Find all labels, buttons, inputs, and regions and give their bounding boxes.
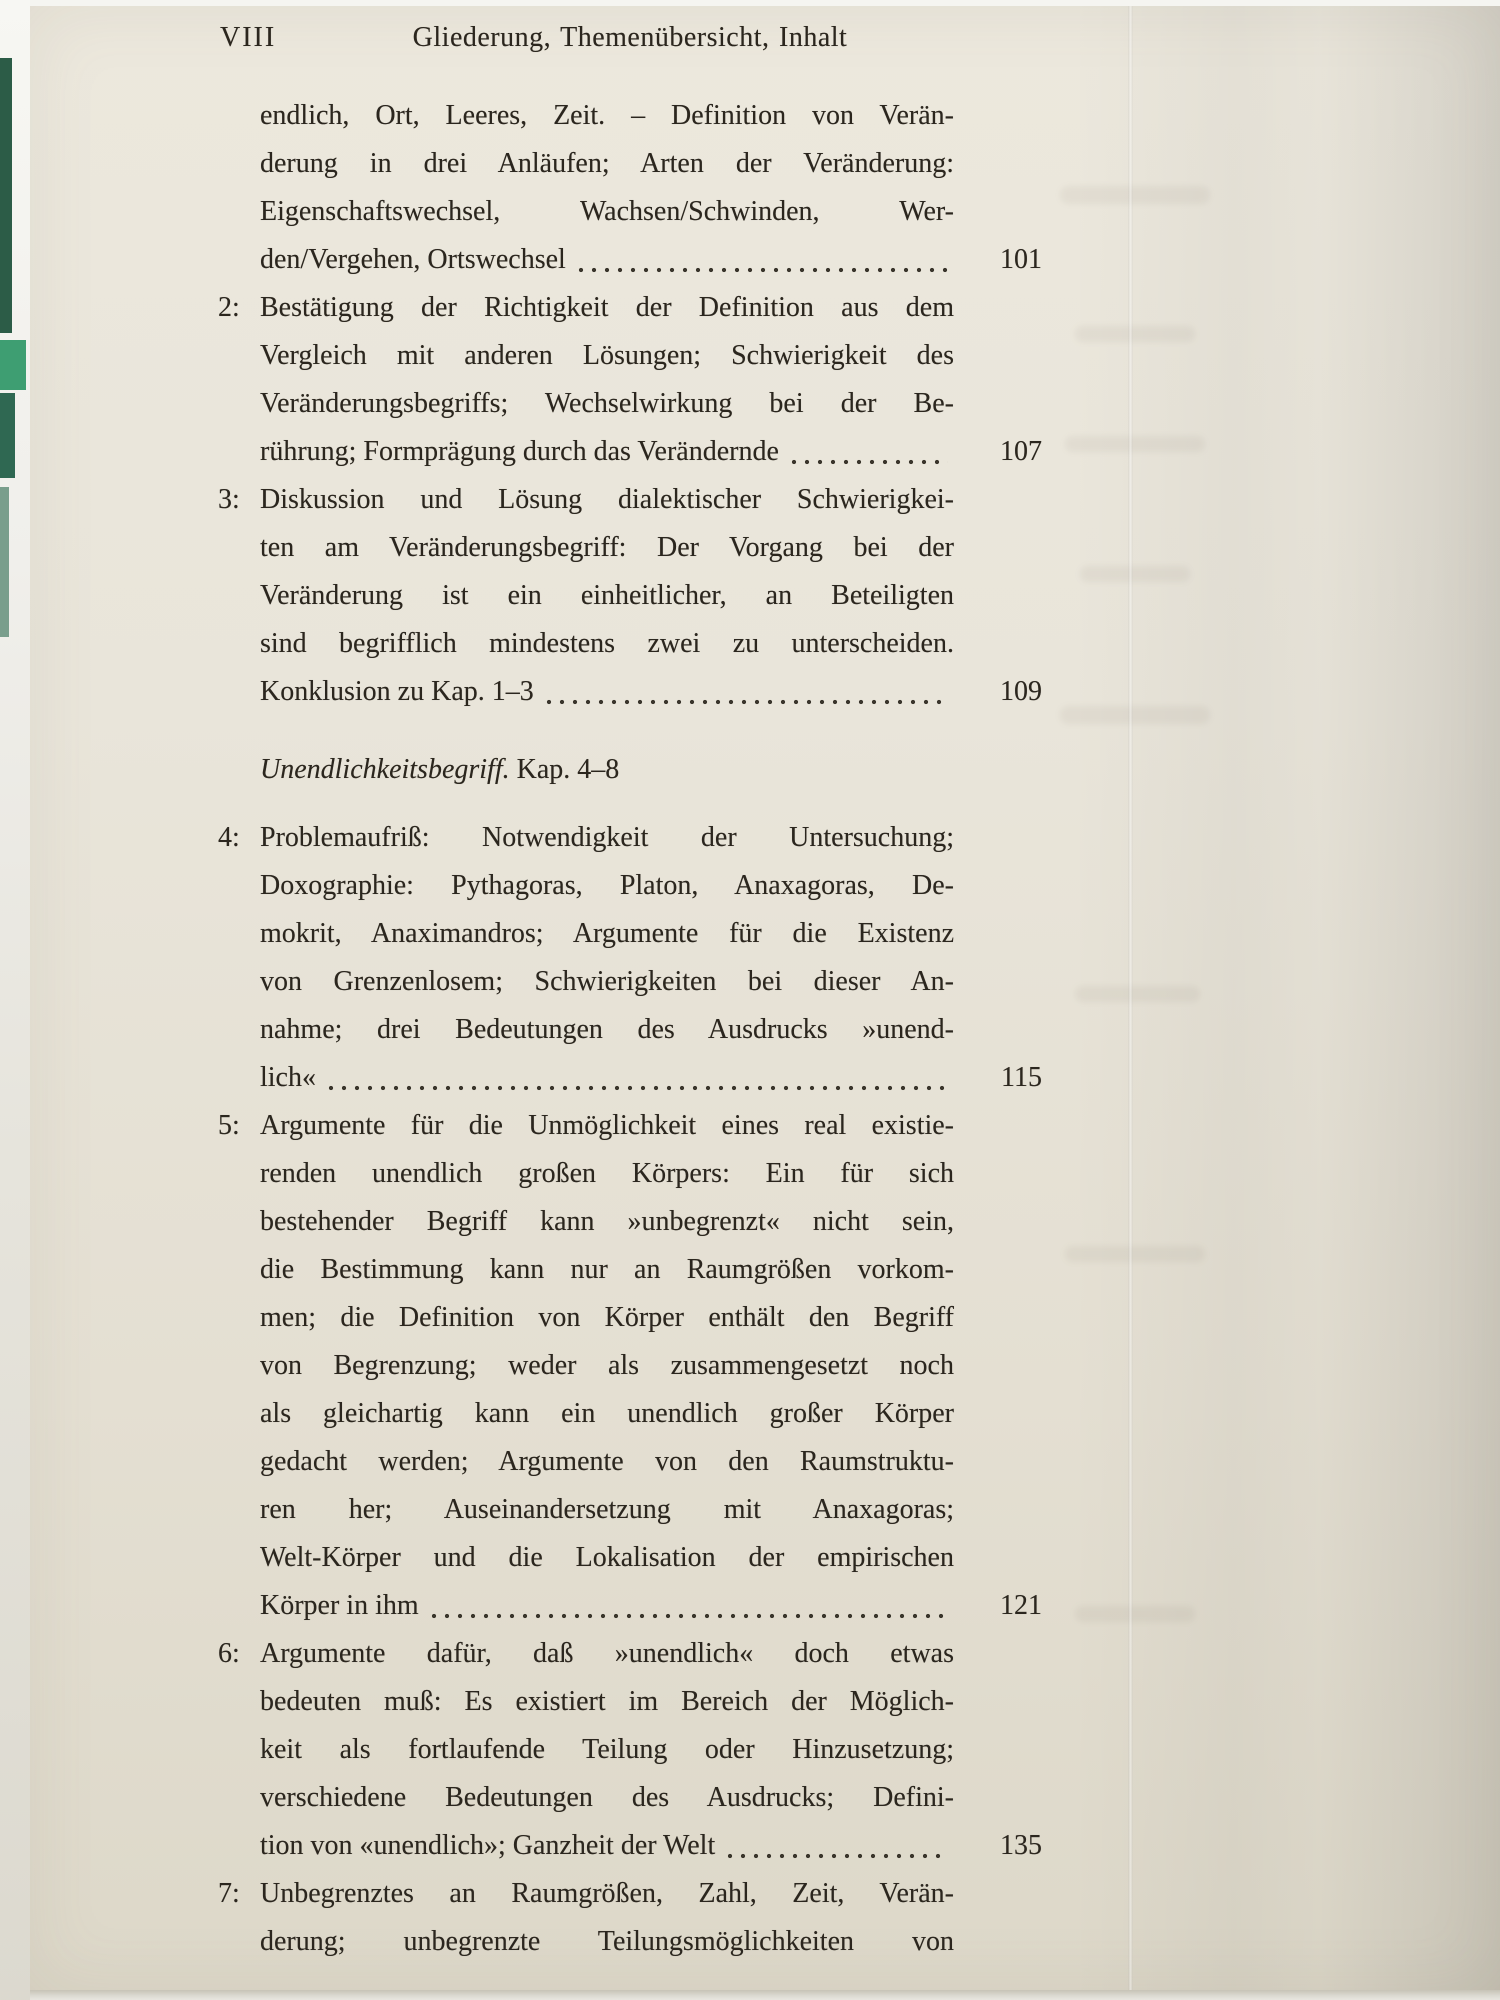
entry-line: bedeuten muß: Es existiert im Bereich der Möglich- [260, 1686, 954, 1717]
entry-line: sind begrifflich mindestens zwei zu unterscheiden. [260, 628, 954, 659]
entry-number [218, 92, 260, 284]
entry-line: gedacht werden; Argumente von den Raumstruktu- [260, 1446, 954, 1477]
section-heading-italic: Unendlichkeitsbegriff. [260, 754, 510, 785]
entry-leader-line [260, 1822, 1042, 1870]
show-through-mark [1065, 1246, 1205, 1262]
entry-leader-line [260, 236, 1042, 284]
leader-dots [578, 267, 948, 273]
entry-line: Veränderungsbegriffs; Wechselwirkung bei der Be- [260, 388, 954, 419]
entry-line: bestehender Begriff kann »unbegrenzt« nicht sein, [260, 1206, 954, 1237]
underlying-book-cover-strip [0, 487, 9, 637]
leader-dots [328, 1085, 948, 1091]
page-bottom-edge [30, 1990, 1500, 2000]
entry-body [260, 1870, 1042, 1966]
show-through-mark [1060, 706, 1210, 724]
underlying-book-cover-strip [0, 58, 12, 333]
entry-line: von Begrenzung; weder als zusammengesetzt noch [260, 1350, 954, 1381]
leader-dots [791, 459, 948, 465]
entry-line: verschiedene Bedeutungen des Ausdrucks; Defini- [260, 1782, 954, 1813]
page-gutter-shadow [1070, 6, 1500, 1990]
running-header-row [218, 14, 1042, 62]
toc-entry [218, 92, 1042, 284]
entry-line: men; die Definition von Körper enthält den Begriff [260, 1302, 954, 1333]
folio-number: VIII [220, 22, 277, 53]
toc-entry [218, 284, 1042, 476]
entry-line: derung in drei Anläufen; Arten der Veränderung: [260, 148, 954, 179]
entry-page-number: 109 [1000, 676, 1042, 707]
entry-line: Diskussion und Lösung dialektischer Schwierigkei- [260, 484, 954, 515]
entry-line: lich« [260, 1062, 316, 1093]
entry-page-number: 107 [1000, 436, 1042, 467]
page-paper [30, 6, 1500, 1990]
entry-line: rührung; Formprägung durch das Verändernde [260, 436, 779, 467]
entry-line: nahme; drei Bedeutungen des Ausdrucks »unend- [260, 1014, 954, 1045]
show-through-mark [1075, 326, 1195, 342]
toc-entry [218, 476, 1042, 716]
entry-line: Problemaufriß: Notwendigkeit der Untersuchung; [260, 822, 954, 853]
book-left-edge [0, 0, 30, 2000]
leader-dots [546, 699, 948, 705]
entry-line: ren her; Auseinandersetzung mit Anaxagoras; [260, 1494, 954, 1525]
entry-line: renden unendlich großen Körpers: Ein für sich [260, 1158, 954, 1189]
entry-page-number: 101 [1000, 244, 1042, 275]
entry-leader-line [260, 668, 1042, 716]
show-through-mark [1060, 186, 1210, 204]
show-through-mark [1065, 436, 1205, 452]
entry-body [260, 476, 1042, 716]
entry-number: 3: [218, 484, 240, 515]
page-content [218, 14, 1042, 1966]
entry-body [260, 814, 1042, 1102]
entry-line: Welt-Körper und die Lokalisation der empirischen [260, 1542, 954, 1573]
entry-body [260, 1102, 1042, 1630]
entry-number: 5: [218, 1110, 240, 1141]
entry-line: von Grenzenlosem; Schwierigkeiten bei dieser An- [260, 966, 954, 997]
entry-line: endlich, Ort, Leeres, Zeit. – Definition von Verän- [260, 100, 954, 131]
entry-line: mokrit, Anaximandros; Argumente für die Existenz [260, 918, 954, 949]
underlying-book-cover-strip [0, 340, 26, 390]
entry-body [260, 1630, 1042, 1870]
entry-line: als gleichartig kann ein unendlich großer Körper [260, 1398, 954, 1429]
entry-line: Bestätigung der Richtigkeit der Definition aus dem [260, 292, 954, 323]
section-heading [260, 746, 1042, 794]
entry-leader-line [260, 428, 1042, 476]
entry-page-number: 135 [1000, 1830, 1042, 1861]
entry-line: Argumente für die Unmöglichkeit eines real existie- [260, 1110, 954, 1141]
entry-line: den/Vergehen, Ortswechsel [260, 244, 566, 275]
entry-number: 6: [218, 1638, 240, 1669]
underlying-book-cover-strip [0, 393, 15, 478]
running-header: Gliederung, Themenübersicht, Inhalt [412, 22, 848, 53]
entry-line: ten am Veränderungsbegriff: Der Vorgang bei der [260, 532, 954, 563]
entry-line: Argumente dafür, daß »unendlich« doch etwas [260, 1638, 954, 1669]
entry-line: tion von «unendlich»; Ganzheit der Welt [260, 1830, 716, 1861]
entry-leader-line [260, 1054, 1042, 1102]
page-crease [1128, 6, 1133, 1990]
entry-line: die Bestimmung kann nur an Raumgrößen vorkom- [260, 1254, 954, 1285]
entry-line: Veränderung ist ein einheitlicher, an Beteiligten [260, 580, 954, 611]
toc-entry [218, 1870, 1042, 1966]
leader-dots [727, 1853, 948, 1859]
entry-page-number: 115 [1001, 1062, 1042, 1093]
toc-entry [218, 814, 1042, 1102]
entry-line: Körper in ihm [260, 1590, 419, 1621]
entry-line: Doxographie: Pythagoras, Platon, Anaxagoras, De- [260, 870, 954, 901]
entry-number: 4: [218, 822, 240, 853]
show-through-mark [1075, 986, 1200, 1002]
entry-body [260, 284, 1042, 476]
toc-entry [218, 1102, 1042, 1630]
entry-line: Unbegrenztes an Raumgrößen, Zahl, Zeit, Verän- [260, 1878, 954, 1909]
entry-line: keit als fortlaufende Teilung oder Hinzusetzung; [260, 1734, 954, 1765]
entry-leader-line [260, 1582, 1042, 1630]
show-through-mark [1075, 1606, 1195, 1622]
entry-line: Konklusion zu Kap. 1–3 [260, 676, 534, 707]
show-through-mark [1080, 566, 1190, 582]
entry-page-number: 121 [1000, 1590, 1042, 1621]
toc-entries [218, 92, 1042, 1966]
entry-line: Eigenschaftswechsel, Wachsen/Schwinden, Wer- [260, 196, 954, 227]
entry-body [260, 92, 1042, 284]
entry-number: 7: [218, 1878, 240, 1909]
entry-number: 2: [218, 292, 240, 323]
entry-line: Vergleich mit anderen Lösungen; Schwierigkeit des [260, 340, 954, 371]
entry-line: derung; unbegrenzte Teilungsmöglichkeiten von [260, 1926, 954, 1957]
photo-top-margin [0, 0, 1500, 6]
leader-dots [431, 1613, 948, 1619]
toc-entry [218, 1630, 1042, 1870]
section-heading-rest: Kap. 4–8 [509, 754, 620, 785]
